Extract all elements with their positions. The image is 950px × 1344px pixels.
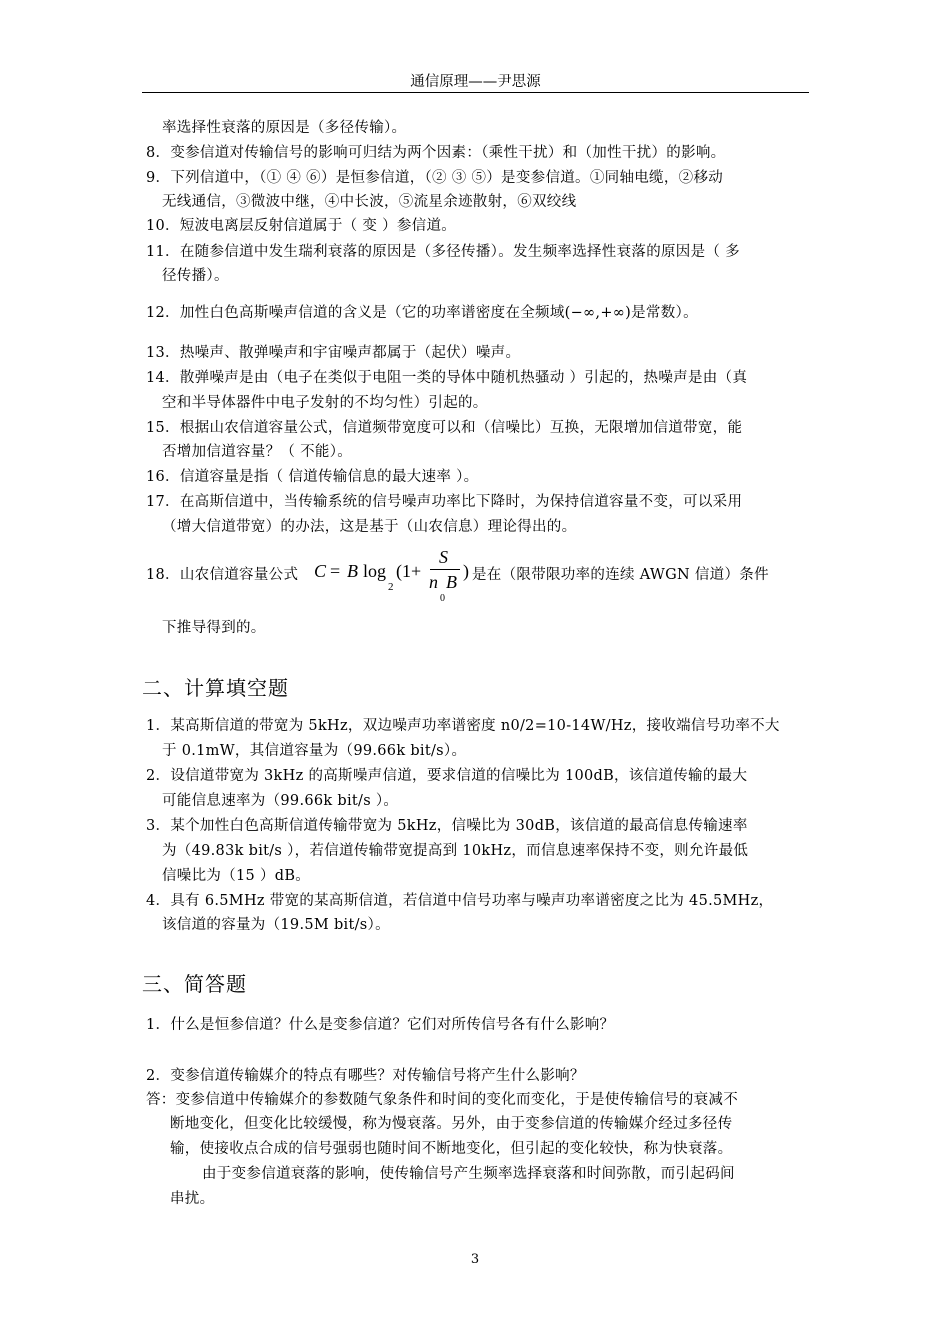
text-line: 2．设信道带宽为 3kHz 的高斯噪声信道，要求信道的信噪比为 100dB，该信道传输的最大 xyxy=(146,768,748,784)
text-line: 9．下列信道中，（① ④ ⑥）是恒参信道，（② ③ ⑤）是变参信道。①同轴电缆，②移动 xyxy=(146,170,724,186)
text-line: 无线通信，③微波中继，④中长波，⑤流星余迹散射，⑥双绞线 xyxy=(162,194,577,210)
text-line: 10．短波电离层反射信道属于（ 变 ）参信道。 xyxy=(146,218,457,234)
text-line: 14．散弹噪声是由（电子在类似于电阻一类的导体中随机热骚动 ）引起的，热噪声是由（真 xyxy=(146,370,748,386)
text-line: 该信道的容量为（19.5M bit/s）。 xyxy=(162,917,390,933)
text-line: 于 0.1mW，其信道容量为（99.66k bit/s）。 xyxy=(162,743,467,759)
text-line: 8．变参信道对传输信号的影响可归结为两个因素：（乘性干扰）和（加性干扰）的影响。 xyxy=(146,145,726,161)
formula-n-subscript: 0 xyxy=(440,593,445,604)
formula-numerator-S: S xyxy=(439,547,448,567)
text-line: 3．某个加性白色高斯信道传输带宽为 5kHz，信噪比为 30dB，该信道的最高信息传输速率 xyxy=(146,818,748,834)
text-line: 是在（限带限功率的连续 AWGN 信道）条件 xyxy=(472,567,769,583)
text-line: 4．具有 6.5MHz 带宽的某高斯信道，若信道中信号功率与噪声功率谱密度之比为 45.5MHz， xyxy=(146,893,774,909)
header-divider xyxy=(142,92,809,93)
text-line: （增大信道带宽）的办法，这是基于（山农信息）理论得出的。 xyxy=(162,519,577,535)
text-line: 11．在随参信道中发生瑞利衰落的原因是（多径传播）。发生频率选择性衰落的原因是（ 多 xyxy=(146,244,740,260)
section-heading: 二、计算填空题 xyxy=(142,676,289,700)
text-line: 为（49.83k bit/s ），若信道传输带宽提高到 10kHz，而信息速率保持不变，则允许最低 xyxy=(162,843,749,859)
text-line: 1．什么是恒参信道？什么是变参信道？它们对所传信号各有什么影响？ xyxy=(146,1017,615,1033)
formula-log-base: 2 xyxy=(388,581,394,593)
text-line: 输，使接收点合成的信号强弱也随时间不断地变化，但引起的变化较快，称为快衰落。 xyxy=(170,1141,733,1157)
text-line: 率选择性衰落的原因是（多径传输）。 xyxy=(162,120,407,136)
formula-denominator-B: B xyxy=(446,572,457,592)
text-line: 1．某高斯信道的带宽为 5kHz，双边噪声功率谱密度 n0/2=10-14W/Hz，接收端信号功率不大 xyxy=(146,718,780,734)
text-line: 13．热噪声、散弹噪声和宇宙噪声都属于（起伏）噪声。 xyxy=(146,345,521,361)
text-line: 可能信息速率为（99.66k bit/s ）。 xyxy=(162,793,399,809)
text-line: 18．山农信道容量公式 xyxy=(146,567,299,583)
text-line: 答：变参信道中传输媒介的参数随气象条件和时间的变化而变化，于是使传输信号的衰减不 xyxy=(146,1092,738,1108)
text-line: 12．加性白色高斯噪声信道的含义是（它的功率谱密度在全频域(−∞,+∞)是常数）。 xyxy=(146,305,698,321)
formula-open: (1+ xyxy=(396,561,422,581)
page-header: 通信原理——尹思源 xyxy=(410,74,541,90)
text-line: 15．根据山农信道容量公式，信道频带宽度可以和（信噪比）互换，无限增加信道带宽，能 xyxy=(146,420,743,436)
text-line: 串扰。 xyxy=(170,1191,215,1207)
text-line: 断地变化，但变化比较缓慢，称为慢衰落。另外，由于变参信道的传输媒介经过多径传 xyxy=(170,1116,733,1132)
formula-fraction-bar xyxy=(430,569,460,570)
formula-log: log xyxy=(363,561,387,581)
formula-equals: = xyxy=(330,561,341,581)
text-line: 空和半导体器件中电子发射的不均匀性）引起的。 xyxy=(162,395,488,411)
text-line: 16．信道容量是指（ 信道传输信息的最大速率 ）。 xyxy=(146,469,479,485)
text-line: 信噪比为（15 ）dB。 xyxy=(162,868,311,884)
page-number: 3 xyxy=(470,1252,480,1267)
text-line: 17．在高斯信道中，当传输系统的信号噪声功率比下降时，为保持信道容量不变，可以采用 xyxy=(146,494,743,510)
formula-B: B xyxy=(347,561,358,581)
formula-denominator-n: n xyxy=(429,572,438,592)
text-line: 2．变参信道传输媒介的特点有哪些？对传输信号将产生什么影响？ xyxy=(146,1068,585,1084)
formula-close: ) xyxy=(463,561,469,581)
shannon-capacity-formula xyxy=(314,547,474,607)
text-line: 径传播）。 xyxy=(162,268,229,284)
text-line: 下推导得到的。 xyxy=(162,620,266,636)
text-line: 否增加信道容量？（ 不能）。 xyxy=(162,444,353,460)
section-heading: 三、简答题 xyxy=(142,972,247,996)
text-line: 由于变参信道衰落的影响，使传输信号产生频率选择衰落和时间弥散，而引起码间 xyxy=(202,1166,735,1182)
formula-C: C xyxy=(314,561,327,581)
